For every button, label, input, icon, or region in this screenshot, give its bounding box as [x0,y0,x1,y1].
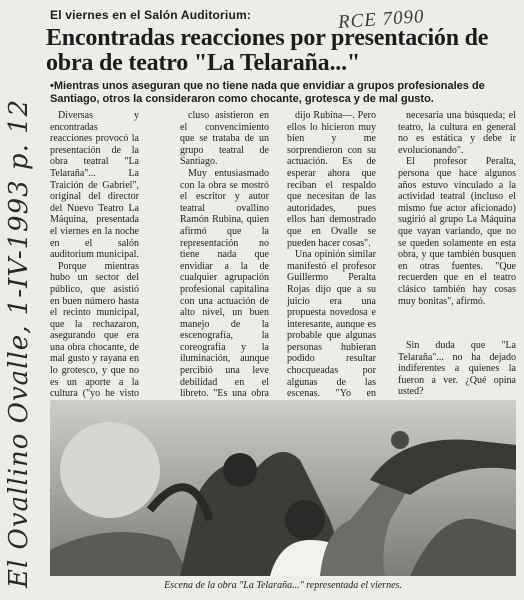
margin-note-text: El Ovallino Ovalle, 1-IV-1993 p. 12 [4,98,34,588]
paragraph: cluso asistieron en el convencimiento que se trataba de un grupo teatral de Santiago. [180,110,269,168]
paragraph: El profesor Peralta, persona que hace algunos años estuvo vinculado a la actividad teatral (incluso el mismo fue actor aficionado) sugirió al grupo La Máquina que vayan variando, que no se queden solamente en esta obra, y que también busquen en otras fuentes. "Que recuerden que en el teatro clásico también hay cosas muy bonitas", afirmó. [398,156,516,307]
paragraph: Porque mientras hubo un sector del público, que asistió en buen número hasta el recinto municipal, que la rechazaron, asegurando que era una obra chocante, de mal gusto y rayana en lo grotesco, y que no es un aporte a la cultura ("yo he visto [50,260,139,400]
paragraph: Una opinión similar manifestó el profesor Guillermo Peralta Rojas dijo que a su juicio era una propuesta novedosa e interesante, aunque es probable que algunas personas hubieran podido resultar chocqueadas por algunas de las escenas. "Yo en [287,249,376,400]
kicker: El viernes en el Salón Auditorium: [50,8,252,22]
paragraph: Muy entusiasmado con la obra se mostró el escritor y autor teatral ovallino Ramón Rubina, quien afirmó que la representación no tiene nada que envidiar a la de cualquier agrupación profesional capitalina con una actuación de alto nivel, un buen manejo de la escenografía, la coreografía y la iluminación, aunque percibió una leve debilidad en el libreto. "Es una obra [180,167,269,400]
deck: •Mientras unos aseguran que no tiene nada que envidiar a grupos profesionales de Santiago, otros la consideraron como chocante, grotesca y de mal gusto. [50,80,485,105]
headline: Encontradas reacciones por presentación de obra de teatro "La Telaraña..." [46,25,489,76]
paragraph: necesaria una búsqueda; el teatro, la cultura en general no es estática y debe ir evolucionando". [398,110,516,156]
paragraph: Sin duda que "La Telaraña"... no ha dejado indiferentes a quienes la fueron a ver. ¿Qué opina usted? [398,340,516,398]
archive-stamp: RCE 7090 [337,6,426,33]
column-4 [398,110,516,307]
handwritten-margin-note [0,98,36,588]
scene-photo-image [50,400,516,576]
scene-photo [50,400,516,576]
photo-caption: Escena de la obra "La Telaraña..." representada el viernes. [164,580,402,591]
paragraph: dijo Rubina—. Pero ellos lo hicieron muy bien y me sorprendieron con su actuación. Es de esperar ahora que reciban el respaldo que necesitan de las autoridades, pues ellos han demostrado que en Ovalle se pueden hacer cosas". [287,110,376,249]
column-4-closing [398,340,516,398]
paragraph: Diversas y encontradas reacciones provocó la presentación de la obra teatral "La Telaraña"... La Traición de Gabriel", original del director del Nuevo Teatro La Máquina, presentada el viernes en la noche en el salón auditorium municipal. [50,110,139,261]
